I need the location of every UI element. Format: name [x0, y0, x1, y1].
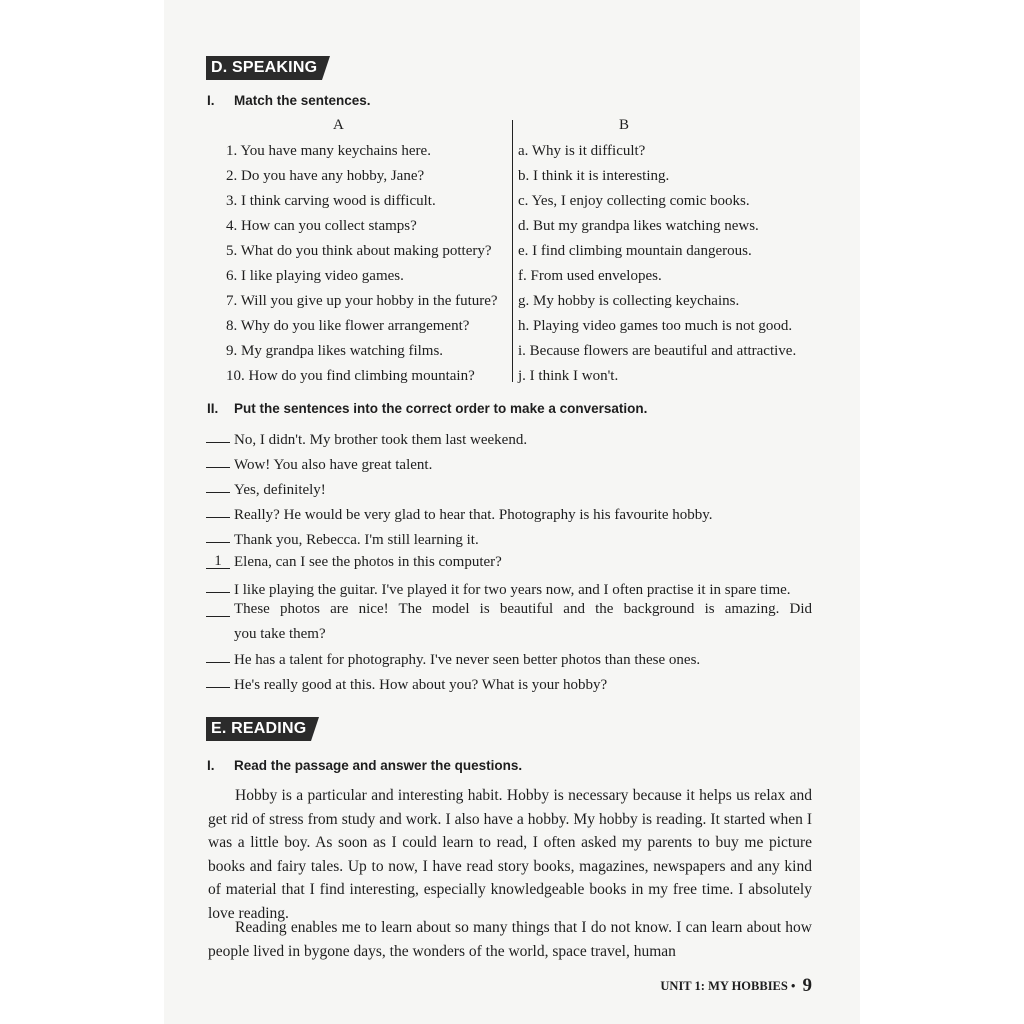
conversation-text: I like playing the guitar. I've played it for two years now, and I often practise it in spare time. — [234, 582, 791, 598]
match-item-b: h. Playing video games too much is not good. — [518, 318, 793, 334]
conversation-text: He has a talent for photography. I've never seen better photos than these ones. — [234, 652, 701, 668]
conversation-line — [206, 528, 479, 549]
match-item-b: j. I think I won't. — [518, 368, 619, 384]
footer-bullet: • — [790, 979, 796, 993]
match-item-a: 5. What do you think about making pottery? — [226, 243, 492, 259]
match-item-b: d. But my grandpa likes watching news. — [518, 218, 759, 234]
conversation-line — [206, 478, 326, 499]
match-item-b: i. Because flowers are beautiful and attractive. — [518, 343, 797, 359]
match-item-a: 7. Will you give up your hobby in the future? — [226, 293, 498, 309]
order-blank[interactable] — [206, 503, 230, 518]
exercise-number: I. — [207, 758, 215, 773]
match-item-b: b. I think it is interesting. — [518, 168, 670, 184]
order-blank[interactable] — [206, 602, 230, 617]
page-number: 9 — [802, 975, 812, 996]
exercise-title: Match the sentences. — [234, 93, 371, 108]
match-item-b: f. From used envelopes. — [518, 268, 662, 284]
match-item-a: 10. How do you find climbing mountain? — [226, 368, 475, 384]
conversation-text: He's really good at this. How about you? What is your hobby? — [234, 677, 608, 693]
exercise-title: Put the sentences into the correct order to make a conversation. — [234, 401, 648, 416]
speaking-section-header: D. SPEAKING — [206, 56, 322, 80]
reading-paragraph-2: Reading enables me to learn about so many things that I do not know. I can learn about how people lived in bygone days, the wonders of the world, space travel, human — [208, 919, 812, 960]
column-divider — [512, 120, 513, 382]
exercise-number: I. — [207, 93, 215, 108]
order-blank[interactable] — [206, 528, 230, 543]
page-footer — [660, 975, 812, 997]
order-blank[interactable] — [206, 648, 230, 663]
match-item-a: 6. I like playing video games. — [226, 268, 404, 284]
match-item-a: 2. Do you have any hobby, Jane? — [226, 168, 425, 184]
reading-paragraph-1: Hobby is a particular and interesting habit. Hobby is necessary because it helps us relax and get rid of stress from study and work. I also have a hobby. My hobby is reading. It started when I was a little boy. As soon as I could learn to read, I often asked my parents to buy me picture books and fairy tales. Up to now, I have read story books, magazines, newspapers and any kind of material that I find interesting, especially knowledgeable books in my free time. I absolutely love reading. — [208, 787, 812, 922]
conversation-line — [206, 428, 527, 449]
conversation-text: Wow! You also have great talent. — [234, 457, 433, 473]
match-item-b: a. Why is it difficult? — [518, 143, 646, 159]
conversation-line — [206, 578, 791, 599]
order-instruction — [207, 401, 647, 416]
conversation-line — [206, 648, 700, 669]
order-blank[interactable] — [206, 453, 230, 468]
order-blank[interactable]: 1 — [206, 554, 230, 569]
match-item-b: e. I find climbing mountain dangerous. — [518, 243, 752, 259]
conversation-line — [206, 453, 432, 474]
column-b-heading: B — [619, 117, 630, 133]
match-item-b: g. My hobby is collecting keychains. — [518, 293, 740, 309]
order-blank[interactable] — [206, 578, 230, 593]
order-blank[interactable] — [206, 478, 230, 493]
conversation-text: No, I didn't. My brother took them last weekend. — [234, 432, 528, 448]
exercise-number: II. — [207, 401, 219, 416]
conversation-text: Really? He would be very glad to hear that. Photography is his favourite hobby. — [234, 507, 713, 523]
match-item-a: 4. How can you collect stamps? — [226, 218, 417, 234]
conversation-text-continued: you take them? — [234, 626, 326, 642]
conversation-text: Yes, definitely! — [234, 482, 326, 498]
conversation-text: Elena, can I see the photos in this computer? — [234, 554, 502, 570]
conversation-text: These photos are nice! The model is beautiful and the background is amazing. Did — [234, 601, 812, 617]
order-blank[interactable] — [206, 428, 230, 443]
match-instruction — [207, 93, 371, 108]
match-item-a: 9. My grandpa likes watching films. — [226, 343, 444, 359]
column-a-heading: A — [333, 117, 344, 133]
match-item-a: 8. Why do you like flower arrangement? — [226, 318, 470, 334]
match-item-a: 1. You have many keychains here. — [226, 143, 431, 159]
match-item-a: 3. I think carving wood is difficult. — [226, 193, 436, 209]
order-blank[interactable] — [206, 673, 230, 688]
match-item-b: c. Yes, I enjoy collecting comic books. — [518, 193, 750, 209]
conversation-line — [206, 673, 607, 694]
conversation-line — [206, 503, 713, 524]
conversation-line-wrapped — [206, 597, 812, 647]
conversation-line — [206, 553, 502, 571]
unit-title: UNIT 1: MY HOBBIES — [660, 979, 788, 993]
exercise-title: Read the passage and answer the questions. — [234, 758, 523, 773]
reading-section-header: E. READING — [206, 717, 311, 741]
reading-instruction — [207, 758, 522, 773]
conversation-text: Thank you, Rebecca. I'm still learning it. — [234, 532, 479, 548]
